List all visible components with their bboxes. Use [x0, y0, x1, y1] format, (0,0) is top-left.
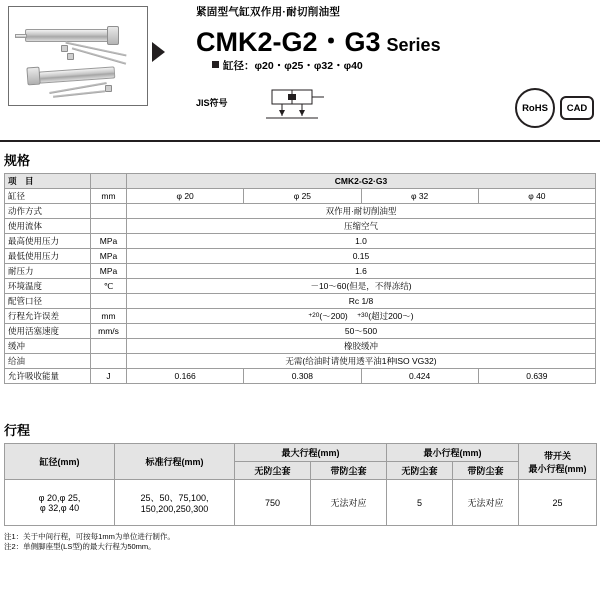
tolerance-a-sup: +2: [308, 312, 316, 320]
spec-header-group: CMK2-G2·G3: [127, 174, 596, 189]
stroke-header-switch: [519, 444, 597, 480]
spec-header-unit-blank: [91, 174, 127, 189]
spec-row-unit: [91, 354, 127, 369]
spec-row-unit: MPa: [91, 249, 127, 264]
spec-row-label: 给油: [5, 354, 91, 369]
spec-row-label: 最高使用压力: [5, 234, 91, 249]
spec-row-label: 环境温度: [5, 279, 91, 294]
spec-row-label: 使用流体: [5, 219, 91, 234]
tube-fitting: [105, 85, 112, 92]
table-row: [5, 480, 597, 526]
spec-bore-value: φ 32: [361, 189, 478, 204]
cylinder-lower: [39, 66, 116, 83]
table-row: [5, 294, 596, 309]
tolerance-b-text: (超过200～): [368, 311, 414, 321]
page-title: [196, 20, 441, 59]
spec-row-label: 耐压力: [5, 264, 91, 279]
specifications-table: [4, 173, 596, 384]
spec-row-unit: MPa: [91, 234, 127, 249]
spec-energy-value: 0.424: [361, 369, 478, 384]
header-divider: [0, 140, 600, 142]
spec-row-value: 无需(给油时请使用透平油1种ISO VG32): [127, 354, 596, 369]
spec-row-unit: [91, 339, 127, 354]
spec-row-value-tolerance: [127, 309, 596, 324]
spec-energy-value: 0.639: [478, 369, 595, 384]
stroke-cell-max-no-boot: 750: [235, 480, 311, 526]
spec-row-value: Rc 1/8: [127, 294, 596, 309]
tolerance-a-text: (～200): [319, 311, 348, 321]
stroke-header-switch-line1: 带开关: [543, 450, 571, 461]
spec-bore-value: φ 25: [244, 189, 361, 204]
stroke-table: [4, 443, 597, 526]
table-row: [5, 249, 596, 264]
spec-energy-value: 0.166: [127, 369, 244, 384]
spec-header-item: 项 目: [5, 174, 91, 189]
spec-row-unit: [91, 219, 127, 234]
stroke-header-min-boot: 带防尘套: [453, 462, 519, 480]
stroke-header-min-no-boot: 无防尘套: [387, 462, 453, 480]
jis-symbol-diagram: [258, 86, 330, 126]
stroke-header-min: 最小行程(mm): [387, 444, 519, 462]
spec-row-unit: mm: [91, 189, 127, 204]
table-row: [5, 219, 596, 234]
table-row: [5, 279, 596, 294]
cylinder-lower-cap: [26, 67, 40, 86]
bore-list-text: 缸径：φ20・φ25・φ32・φ40: [223, 60, 363, 72]
table-row: [5, 234, 596, 249]
stroke-header-max-boot: 带防尘套: [311, 462, 387, 480]
cylinder-upper-rod: [15, 34, 27, 38]
spec-row-value: 1.0: [127, 234, 596, 249]
spec-row-label: 配管口径: [5, 294, 91, 309]
page-title-model: CMK2-G2・G3: [196, 27, 381, 57]
page-title-series: Series: [386, 35, 441, 55]
table-row: [5, 309, 596, 324]
spec-row-label: 最低使用压力: [5, 249, 91, 264]
stroke-header-max-no-boot: 无防尘套: [235, 462, 311, 480]
spec-row-unit: [91, 204, 127, 219]
spec-row-unit: [91, 294, 127, 309]
table-row: [5, 324, 596, 339]
header-subtitle: 紧固型气缸双作用·耐切削油型: [196, 6, 341, 18]
stroke-cell-switch-min: 25: [519, 480, 597, 526]
spec-row-value: －10～60(但是，不得冻结): [127, 279, 596, 294]
page-header: [0, 0, 600, 140]
table-row: [5, 204, 596, 219]
spec-row-unit: mm: [91, 309, 127, 324]
jis-symbol-label: JIS符号: [196, 98, 228, 108]
spec-row-value: 橡胶缓冲: [127, 339, 596, 354]
spec-section-title: 规格: [4, 153, 31, 168]
stroke-header-max: 最大行程(mm): [235, 444, 387, 462]
stroke-bore-line1: φ 20,φ 25,: [38, 492, 81, 503]
spec-row-label: 使用活塞速度: [5, 324, 91, 339]
stroke-standard-line2: 150,200,250,300: [140, 504, 209, 514]
table-row: [5, 369, 596, 384]
stroke-bore-line2: φ 32,φ 40: [39, 502, 80, 513]
tube-fitting: [61, 45, 68, 52]
table-row: [5, 264, 596, 279]
product-photo: [8, 6, 148, 106]
spec-row-unit: mm/s: [91, 324, 127, 339]
certification-badges: [515, 88, 594, 128]
spec-row-unit: ℃: [91, 279, 127, 294]
stroke-header-switch-line2: 最小行程(mm): [528, 463, 587, 474]
table-row: [5, 189, 596, 204]
stroke-cell-min-no-boot: 5: [387, 480, 453, 526]
stroke-section-title: 行程: [4, 423, 31, 438]
spec-row-value: 50～500: [127, 324, 596, 339]
spec-energy-value: 0.308: [244, 369, 361, 384]
bore-list: [212, 58, 363, 73]
stroke-cell-standard: [115, 480, 235, 526]
spec-bore-value: φ 40: [478, 189, 595, 204]
cylinder-upper-cap: [107, 26, 119, 45]
spec-row-label: 允许吸收能量: [5, 369, 91, 384]
square-bullet-icon: [212, 61, 219, 68]
cylinder-upper: [25, 29, 109, 42]
spec-row-value: 0.15: [127, 249, 596, 264]
arrow-icon: [152, 42, 165, 62]
spec-row-value: 压缩空气: [127, 219, 596, 234]
table-row: [5, 339, 596, 354]
table-row: [5, 354, 596, 369]
spec-row-value: 双作用·耐切削油型: [127, 204, 596, 219]
tolerance-a-sub: 0: [315, 312, 320, 320]
note-2: 注2：单侧脚座型(LS型)的最大行程为50mm。: [4, 542, 156, 552]
stroke-cell-bore: [5, 480, 115, 526]
tolerance-b-sup: +3: [357, 312, 365, 320]
spec-bore-value: φ 20: [127, 189, 244, 204]
stroke-cell-min-boot: 无法对应: [453, 480, 519, 526]
spec-row-label: 缓冲: [5, 339, 91, 354]
spec-row-label: 行程允许误差: [5, 309, 91, 324]
stroke-cell-max-boot: 无法对应: [311, 480, 387, 526]
stroke-standard-line1: 25、50、75,100,: [140, 493, 209, 503]
tolerance-b-sub: 0: [364, 312, 369, 320]
stroke-header-standard: 标准行程(mm): [115, 444, 235, 480]
spec-row-value: 1.6: [127, 264, 596, 279]
cad-badge: CAD: [560, 96, 594, 120]
rohs-badge: RoHS: [515, 88, 555, 128]
spec-row-label: 动作方式: [5, 204, 91, 219]
tube-fitting: [67, 53, 74, 60]
spec-row-unit: J: [91, 369, 127, 384]
spec-row-unit: MPa: [91, 264, 127, 279]
spec-row-label: 缸径: [5, 189, 91, 204]
stroke-header-bore: 缸径(mm): [5, 444, 115, 480]
note-1: 注1：关于中间行程，可按每1mm为单位进行制作。: [4, 532, 175, 541]
